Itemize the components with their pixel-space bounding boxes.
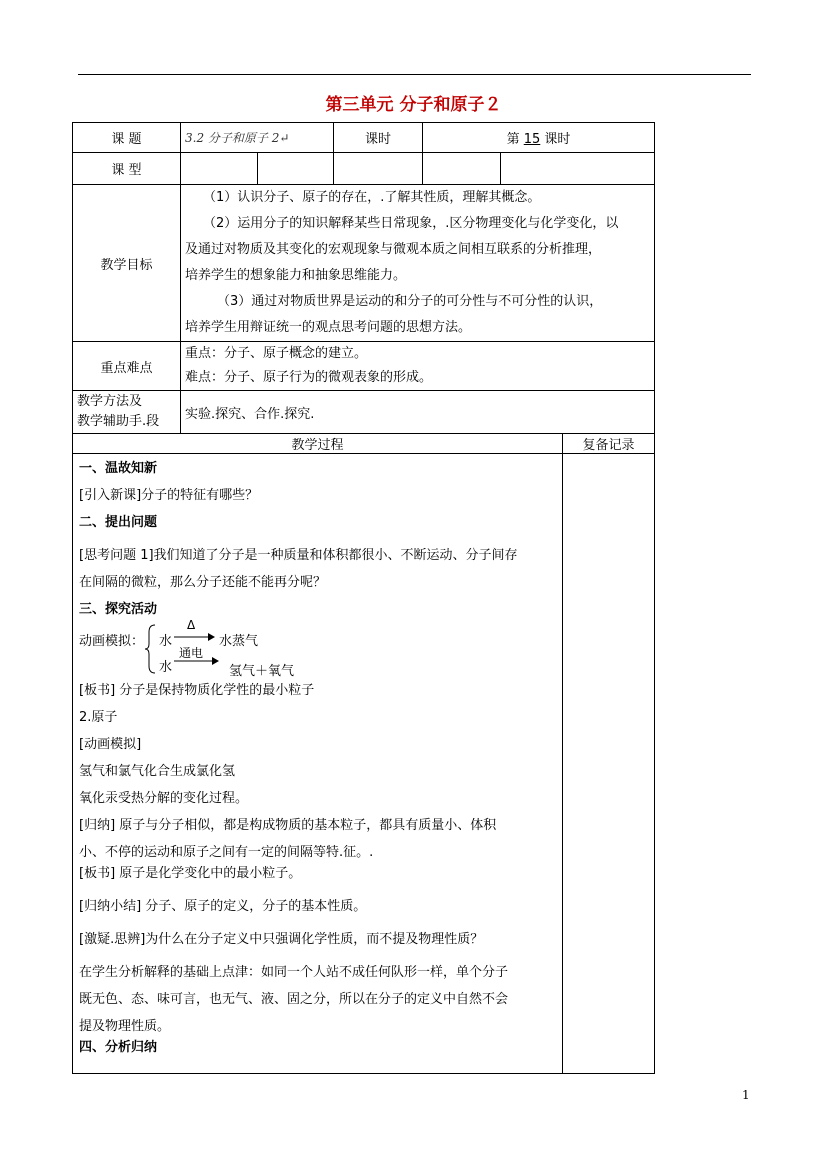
- type-cell-2: [258, 153, 334, 185]
- objectives-content: （1）认识分子、原子的存在，.了解其性质，理解其概念。 （2）运用分子的知识解释某些日常现象，.区分物理变化与化学变化，以 及通过对物质及其变化的宏观现象与微观本质之间相互联系的分析推理， 培养学生的想象能力和抽象思维能力。 （3）通过对物质世界是运动的和分子的可分性与不可分性的认识， 培养学生用辩证统一的观点思考问题的思想方法。: [181, 185, 655, 342]
- topic-value: 3.2 分子和原子 2↵: [181, 123, 334, 153]
- row-topic: [73, 123, 655, 153]
- heat-symbol: Δ: [187, 618, 196, 632]
- type-cell-4: [423, 153, 501, 185]
- notes-header: 复备记录: [563, 434, 655, 454]
- period-number: 15: [523, 132, 541, 147]
- section-1-title: 一、温故知新: [79, 461, 158, 476]
- electrolysis-label: 通电: [179, 646, 204, 660]
- key-points-content: 重点：分子、原子概念的建立。 难点：分子、原子行为的微观表象的形成。: [181, 342, 655, 391]
- label-period: 课时: [334, 123, 423, 153]
- methods-value: 实验.探究、合作.探究.: [181, 391, 655, 434]
- row-methods: [73, 391, 655, 434]
- type-cell-3: [334, 153, 423, 185]
- notes-column: [563, 454, 655, 1074]
- row-process: [73, 454, 655, 1074]
- period-value: 第 15 课时: [423, 123, 655, 153]
- label-objectives: 教学目标: [73, 185, 181, 342]
- page-title: 第三单元 分子和原子２: [325, 95, 502, 115]
- row-type: [73, 153, 655, 185]
- section-3-title: 三、探究活动: [79, 602, 158, 617]
- arrow-icon: [174, 656, 220, 666]
- row-objectives: [73, 185, 655, 342]
- row-process-header: [73, 434, 655, 454]
- row-key-points: [73, 342, 655, 391]
- header-rule: [78, 74, 751, 75]
- reaction-diagram: 动画模拟： 水 Δ 水蒸气 水 通电 氢气＋氧气: [79, 618, 295, 679]
- process-content: 一、温故知新 [引入新课]分子的特征有哪些？ 二、提出问题 [思考问题 1]我们知道了分子是一种质量和体积都很小、不断运动、分子间存 在间隔的微粒，那么分子还能不能再分呢？ 三、探究活动 动画模拟： 水 Δ 水蒸气 水 通电 氢气＋氧气 [板书] 分子是保持物质化学性的最小粒子 2.原子 [动画模拟] 氢气和氯气化合生成氯化氢 氧化汞受热分解的变化过程。 [归纳] 原子与分子相似，都是构成物质的基本粒子，都具有质量小、体积 小、不停的运动和原子之间有一定的间隔等特.征。. [板书] 原子是化学变化中的最小粒子。 [归纳小结] 分子、原子的定义，分子的基本性质。 [激疑.思辨]为什么在分子定义中只强调化学性质，而不提及物理性质？ 在学生分析解释的基础上点津：如同一个人站不成任何队形一样，单个分子 既无色、态、味可言，也无气、液、固之分，所以在分子的定义中自然不会 提及物理性质。 四、分析归纳: [73, 454, 563, 1074]
- section-2-title: 二、提出问题: [79, 515, 158, 530]
- label-topic: 课 题: [73, 123, 181, 153]
- process-header: 教学过程: [73, 434, 563, 454]
- section-4-title: 四、分析归纳: [79, 1040, 158, 1055]
- label-methods: 教学方法及 教学辅助手.段: [73, 391, 181, 434]
- label-key-points: 重点难点: [73, 342, 181, 391]
- brace-icon: [145, 624, 157, 674]
- page-number: 1: [742, 1088, 750, 1102]
- type-cell-5: [501, 153, 655, 185]
- arrow-icon: [174, 632, 216, 642]
- label-type: 课 型: [73, 153, 181, 185]
- type-cell-1: [181, 153, 258, 185]
- lesson-plan-table: [72, 122, 655, 1074]
